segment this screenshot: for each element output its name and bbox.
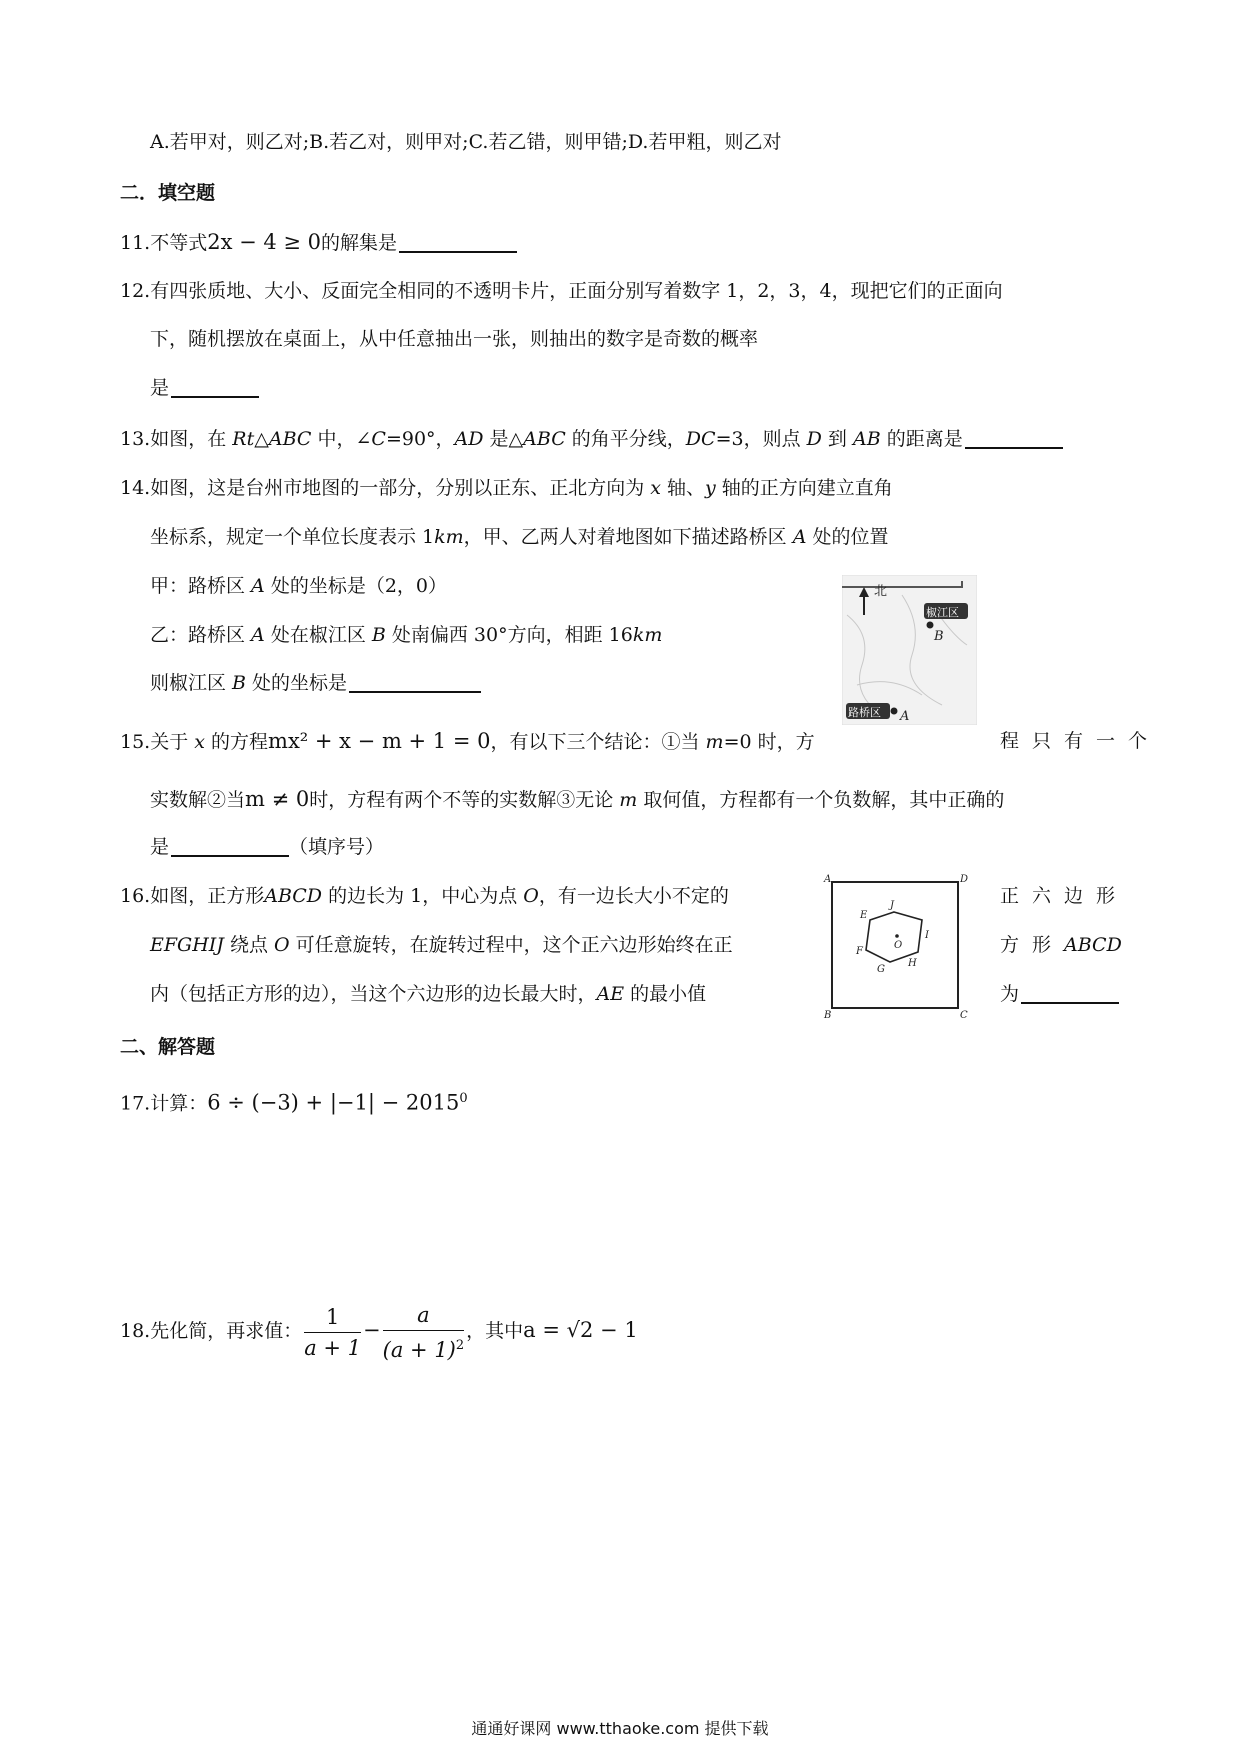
q15-condition: m ≠ 0: [245, 787, 310, 811]
svg-text:I: I: [925, 930, 929, 941]
question-16-line-1-right: 正六边形: [1000, 885, 1129, 907]
svg-text:G: G: [877, 964, 885, 975]
question-14-line-2: 坐标系，规定一个单位长度表示 1km，甲、乙两人对着地图如下描述路桥区 A 处的位置: [150, 526, 889, 548]
svg-text:A: A: [900, 709, 910, 724]
q15-equation: mx² + x − m + 1 = 0: [268, 729, 491, 753]
question-15-line-1-right: 程只有一个: [1000, 730, 1161, 752]
q14-answer-blank[interactable]: [349, 671, 481, 693]
question-11: 11.不等式2x − 4 ≥ 0的解集是: [120, 229, 517, 256]
question-12-line-2: 下，随机摆放在桌面上，从中任意抽出一张，则抽出的数字是奇数的概率: [150, 328, 759, 350]
question-16-line-1: 16.如图，正方形ABCD 的边长为 1，中心为点 O，有一边长大小不定的: [120, 885, 729, 907]
q17-expression: 6 ÷ (−3) + |−1| − 2015: [207, 1090, 460, 1115]
question-14-yi: 乙：路桥区 A 处在椒江区 B 处南偏西 30°方向，相距 16km: [150, 624, 663, 646]
svg-text:D: D: [960, 874, 969, 885]
question-13: 13.如图，在 Rt△ABC 中，∠C=90°，AD 是△ABC 的角平分线，DC=3，则点 D 到 AB 的距离是: [120, 426, 1063, 452]
question-14-ask: 则椒江区 B 处的坐标是: [150, 670, 481, 696]
svg-text:E: E: [860, 910, 868, 921]
question-16-line-3: 内（包括正方形的边），当这个六边形的边长最大时，AE 的最小值: [150, 983, 707, 1005]
question-15-line-1: 15.关于 x 的方程mx² + x − m + 1 = 0，有以下三个结论：①当 m=0 时，方: [120, 729, 815, 753]
question-16-line-2: EFGHIJ 绕点 O 可任意旋转，在旋转过程中，这个正六边形始终在正: [150, 934, 733, 956]
svg-text:B: B: [934, 629, 944, 644]
svg-text:F: F: [856, 946, 863, 957]
section-fill-in-heading: 二．填空题: [120, 182, 216, 204]
question-12-line-3: 是: [150, 375, 259, 401]
q10-options: A.若甲对，则乙对;B.若乙对，则甲对;C.若乙错，则甲错;D.若甲粗，则乙对: [150, 131, 782, 153]
question-16-line-2-right: 方形ABCD: [1000, 934, 1122, 956]
question-15-line-2: 实数解②当m ≠ 0时，方程有两个不等的实数解③无论 m 取何值，方程都有一个负数解，其中正确的: [150, 787, 1005, 811]
question-14-line-1: 14.如图，这是台州市地图的一部分，分别以正东、正北方向为 x 轴、y 轴的正方向建立直角: [120, 477, 893, 499]
q11-inequality: 2x − 4 ≥ 0: [207, 230, 322, 254]
section-solutions-heading: 二、解答题: [120, 1036, 216, 1058]
question-15-line-3: 是 （填序号）: [150, 836, 385, 858]
map-point-a: [891, 708, 898, 715]
q18-fraction-1: $\frac{1}{a + 1}$: [304, 1304, 362, 1360]
question-18: 18.先化简，再求值： $\frac{1}{a + 1}$ − $\frac{a}{(a + 1)^2}$ ，其中a = √2 − 1: [120, 1302, 638, 1362]
q15-answer-blank[interactable]: [171, 835, 289, 857]
q13-answer-blank[interactable]: [965, 427, 1063, 449]
svg-text:O: O: [894, 940, 903, 951]
svg-text:H: H: [908, 958, 917, 969]
hexagon-efghij: [866, 912, 922, 962]
map-north-label: 北: [874, 584, 888, 599]
question-14-jia: 甲：路桥区 A 处的坐标是（2，0）: [150, 575, 447, 597]
q16-square-hexagon-figure: [822, 872, 970, 1020]
center-point-o: [895, 934, 899, 938]
map-point-b: [927, 622, 934, 629]
q16-answer-blank[interactable]: [1021, 982, 1119, 1004]
q11-answer-blank[interactable]: [399, 231, 517, 253]
q12-answer-blank[interactable]: [171, 376, 259, 398]
question-17: 17.计算：$6 \div (-3) + |-1| - 2015^0$: [120, 1090, 468, 1115]
svg-text:J: J: [890, 900, 895, 911]
svg-text:B: B: [824, 1010, 832, 1020]
q14-map-figure: [842, 575, 977, 725]
question-12-line-1: 12.有四张质地、大小、反面完全相同的不透明卡片，正面分别写着数字 1，2，3，4，现把它们的正面向: [120, 280, 1003, 302]
q18-fraction-2: $\frac{a}{(a + 1)^2}$: [382, 1302, 465, 1362]
map-luqiao-label: 路桥区: [848, 706, 881, 719]
page-footer: 通通好课网 www.tthaoke.com 提供下载: [471, 1719, 769, 1738]
question-16-line-3-right: 为: [1000, 981, 1119, 1007]
q18-condition: a = √2 − 1: [523, 1318, 638, 1342]
map-jiaojiang-label: 椒江区: [926, 606, 959, 619]
svg-text:C: C: [960, 1010, 968, 1020]
svg-text:A: A: [824, 874, 832, 885]
